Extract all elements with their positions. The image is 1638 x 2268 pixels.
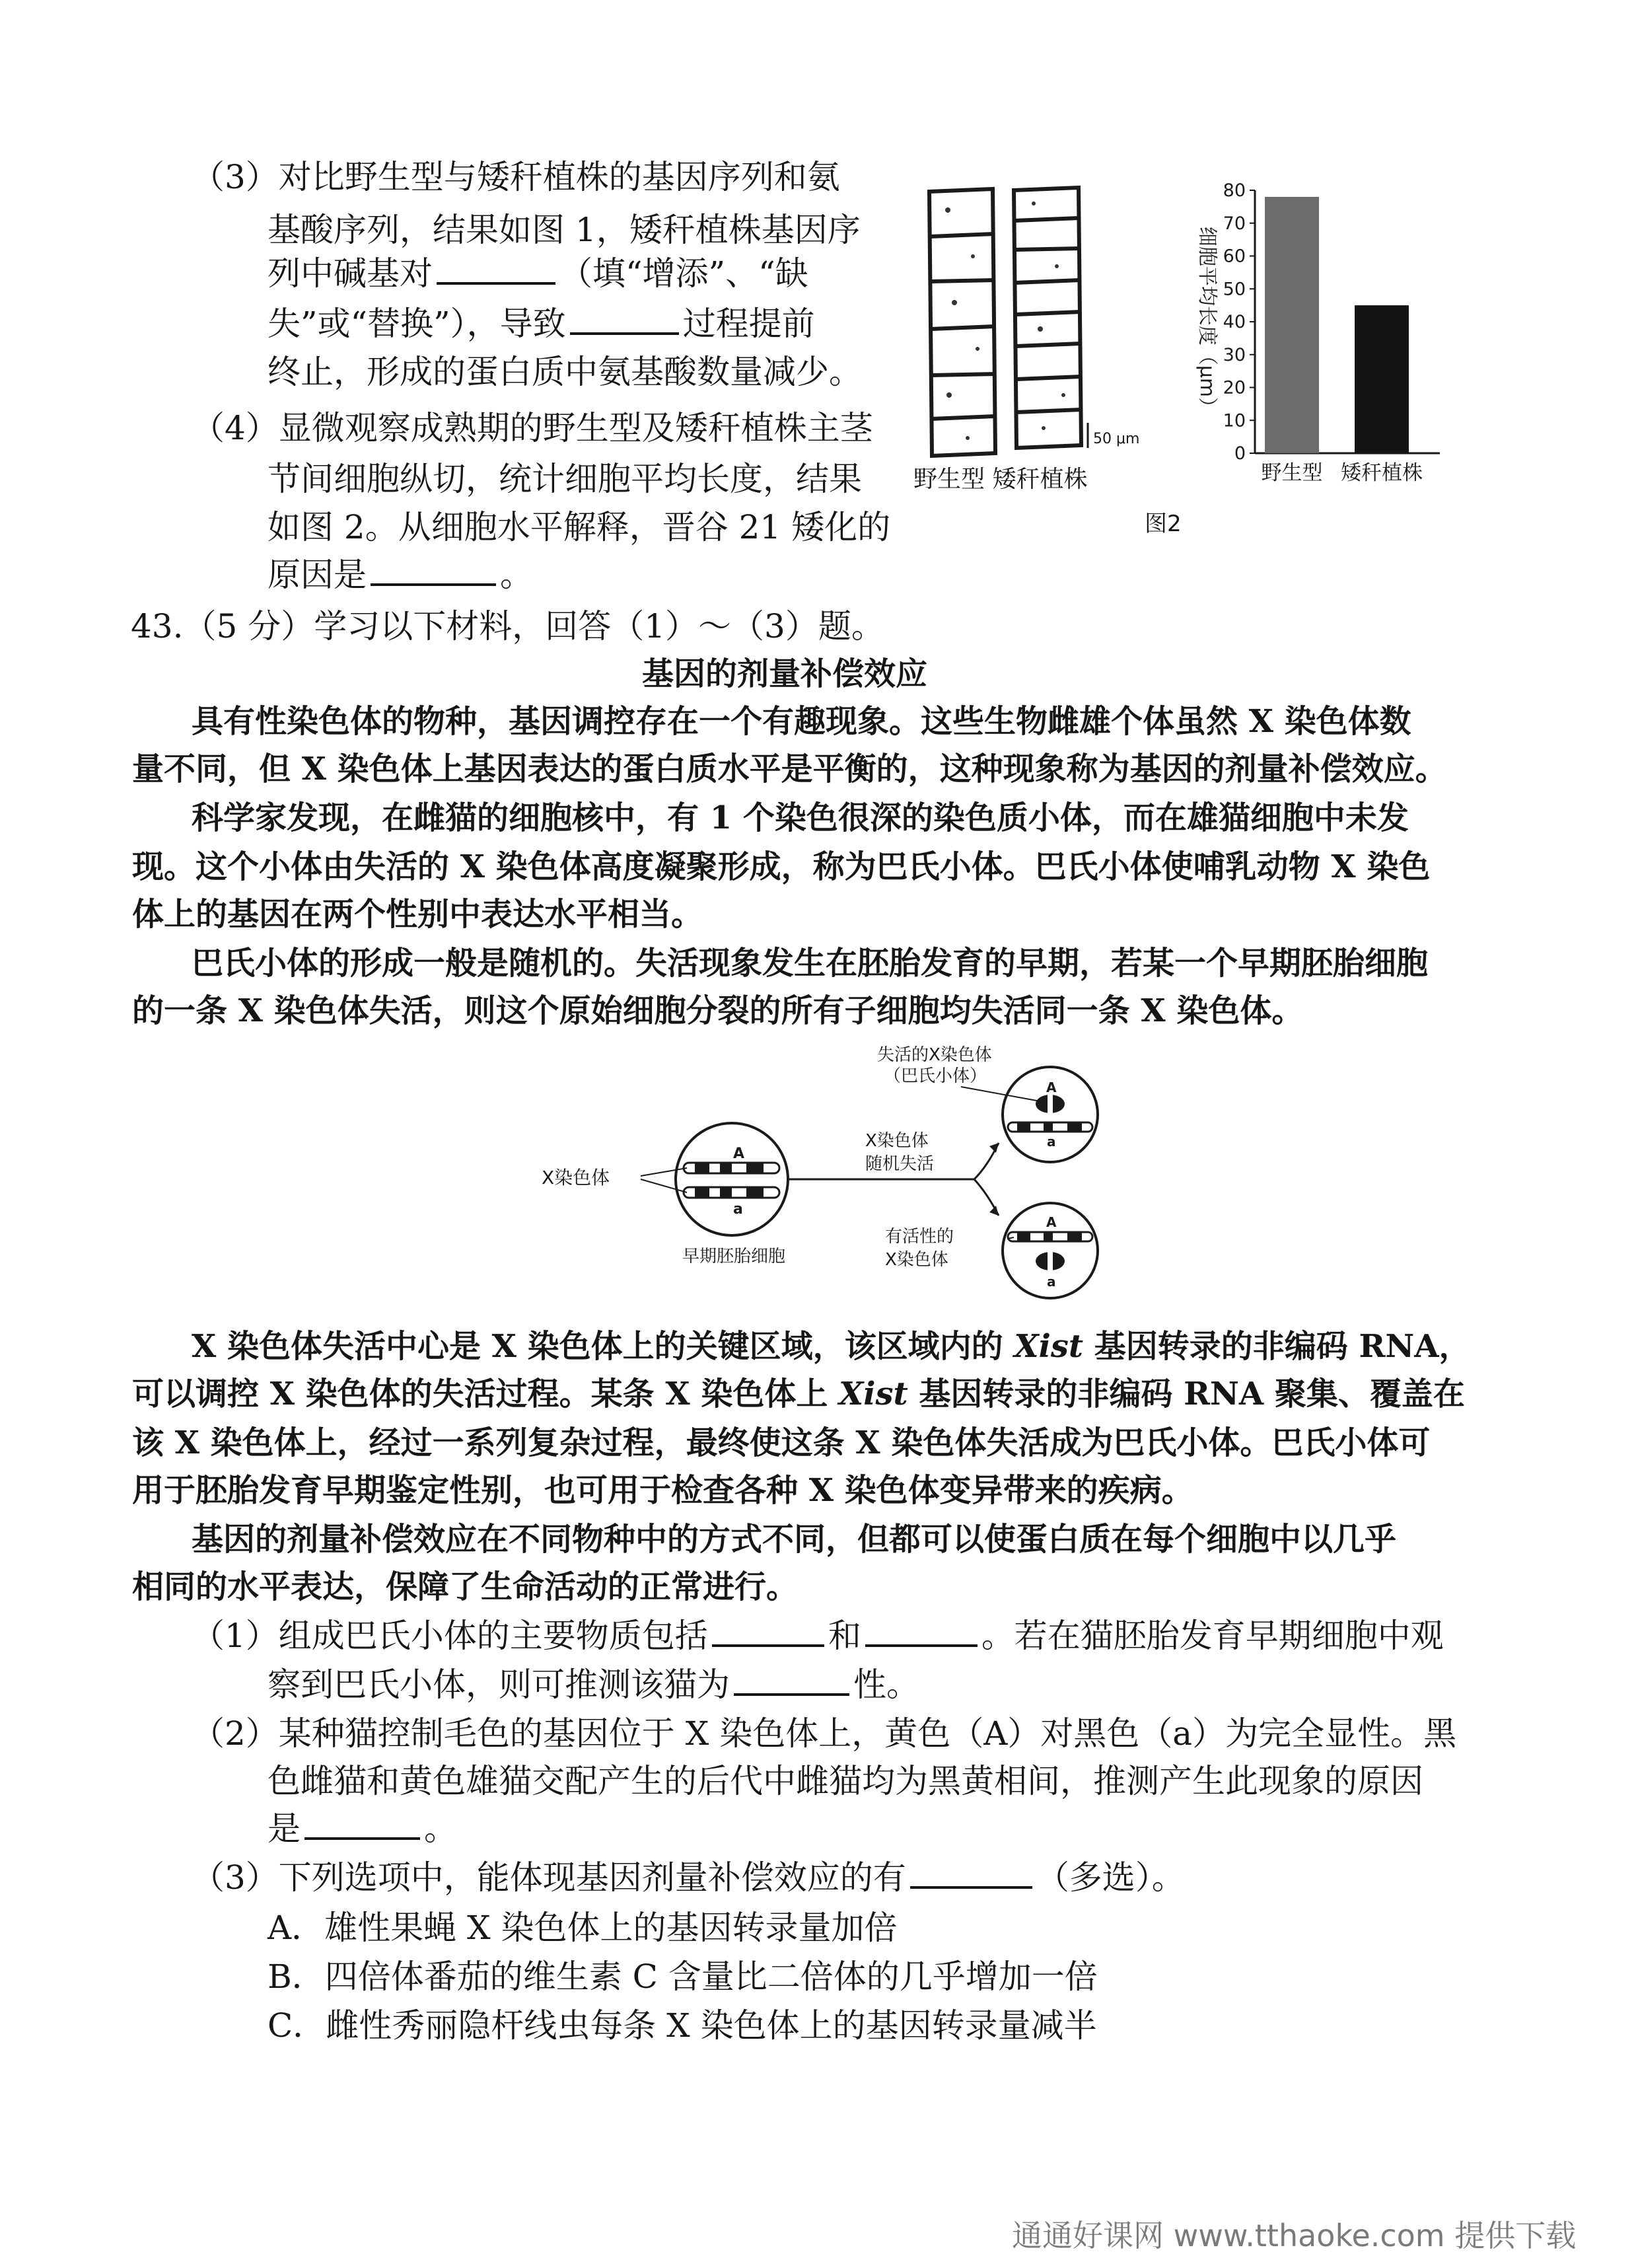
answer-blank[interactable] <box>712 1617 824 1647</box>
x-category-label: 野生型 <box>1261 461 1323 485</box>
q42-4-line1: （4）显微观察成熟期的野生型及矮秆植株主茎 <box>192 409 873 447</box>
q42-3-line3-text: 列中碱基对 <box>267 254 433 293</box>
bar-1 <box>1265 197 1319 453</box>
subq1-text-b: 和 <box>828 1617 861 1655</box>
wild-type-cell-column <box>929 189 995 456</box>
answer-blank[interactable] <box>304 1810 420 1840</box>
para4-line2 <box>132 1374 1465 1414</box>
answer-blank[interactable] <box>910 1858 1032 1889</box>
q42-4-line4 <box>267 555 533 595</box>
allele-a-label: a <box>733 1201 743 1218</box>
y-tick-label: 20 <box>1223 377 1246 398</box>
subq2-line1: （2）某种猫控制毛色的基因位于 X 染色体上，黄色（A）对黑色（a）为完全显性。黑 <box>192 1714 1457 1753</box>
para4-line2-a: 可以调控 X 染色体的失活过程。某条 X 染色体上 <box>132 1375 839 1412</box>
subq1-text-c: 。若在猫胚胎发育早期细胞中观 <box>981 1617 1444 1655</box>
figure-2-caption: 图2 <box>1145 511 1182 537</box>
y-tick-label: 0 <box>1234 443 1246 464</box>
option-a[interactable]: A．雄性果蝇 X 染色体上的基因转录量加倍 <box>267 1909 898 1947</box>
para1-line2: 量不同，但 X 染色体上基因表达的蛋白质水平是平衡的，这种现象称为基因的剂量补偿效应。 <box>132 750 1447 787</box>
micrograph-figure <box>915 184 1159 461</box>
para2-line1: 科学家发现，在雌猫的细胞核中，有 1 个染色很深的染色质小体，而在雄猫细胞中未发 <box>192 799 1409 836</box>
q42-3-line2: 基酸序列，结果如图 1，矮秆植株基因序 <box>267 211 861 249</box>
subq1-text-a: （1）组成巴氏小体的主要物质包括 <box>192 1617 708 1655</box>
para5-line1: 基因的剂量补偿效应在不同物种中的方式不同，但都可以使蛋白质在每个细胞中以几乎 <box>192 1521 1397 1558</box>
q42-4-line4-text: 原因是 <box>267 556 367 594</box>
para3-line2: 的一条 X 染色体失活，则这个原始细胞分裂的所有子细胞均失活同一条 X 染色体。 <box>132 992 1304 1029</box>
subq3-text-a: （3）下列选项中，能体现基因剂量补偿效应的有 <box>192 1858 906 1897</box>
x-category-label: 矮秆植株 <box>1341 461 1423 485</box>
q42-3-line1: （3）对比野生型与矮秆植株的基因序列和氨 <box>192 158 840 196</box>
para4-line4: 用于胚胎发育早期鉴定性别，也可用于检查各种 X 染色体变异带来的疾病。 <box>132 1472 1193 1509</box>
y-tick-label: 70 <box>1223 213 1246 234</box>
subq3-line1 <box>192 1858 1185 1897</box>
barr-body-chromosome <box>1008 1095 1092 1132</box>
para1-line1: 具有性染色体的物种，基因调控存在一个有趣现象。这些生物雌雄个体虽然 X 染色体数 <box>192 703 1411 740</box>
x-inactivation-diagram <box>522 1041 1209 1318</box>
article-title: 基因的剂量补偿效应 <box>642 655 928 692</box>
para2-line3: 体上的基因在两个性别中表达水平相当。 <box>132 896 703 933</box>
y-tick-label: 30 <box>1223 344 1246 365</box>
answer-blank[interactable] <box>865 1617 978 1647</box>
para4-line1 <box>192 1327 1470 1366</box>
para4-line1-c: 基因转录的非编码 RNA， <box>1083 1328 1471 1365</box>
allele-a-label: a <box>1047 1274 1056 1290</box>
random-inactivation-label-1: X染色体 <box>865 1131 929 1151</box>
cell-length-bar-chart <box>1176 170 1453 494</box>
q42-4-line3: 如图 2。从细胞水平解释，晋谷 21 矮化的 <box>267 508 891 546</box>
active-x-label-2: X染色体 <box>885 1250 948 1270</box>
q42-3-line4-tail: 过程提前 <box>682 305 815 343</box>
x-chromosome-pointer <box>641 1179 687 1192</box>
early-embryo-cell <box>676 1123 788 1235</box>
early-embryo-cell-label: 早期胚胎细胞 <box>682 1247 786 1266</box>
bar-2 <box>1355 305 1409 453</box>
xist-gene-name: Xist <box>1014 1328 1084 1365</box>
q42-3-line4 <box>267 304 815 344</box>
y-tick-label: 10 <box>1223 410 1246 431</box>
dwarf-cell-column <box>1014 188 1081 448</box>
micrograph-texture <box>945 201 1065 440</box>
para4-line2-c: 基因转录的非编码 RNA 聚集、覆盖在 <box>908 1375 1465 1412</box>
subq3-text-b: （多选）。 <box>1036 1858 1185 1897</box>
q42-3-line3 <box>267 254 808 293</box>
y-tick-label: 80 <box>1223 180 1246 201</box>
micrograph-caption: 野生型 矮秆植株 <box>913 466 1088 493</box>
y-tick-label: 40 <box>1223 312 1246 332</box>
subq2-text-a: 是 <box>267 1810 301 1848</box>
option-b[interactable]: B．四倍体番茄的维生素 C 含量比二倍体的几乎增加一倍 <box>267 1957 1098 1996</box>
subq1-line1 <box>192 1616 1444 1656</box>
inactive-x-label-2: （巴氏小体） <box>884 1066 987 1086</box>
answer-blank[interactable] <box>437 254 555 285</box>
para3-line1: 巴氏小体的形成一般是随机的。失活现象发生在胚胎发育的早期，若某一个早期胚胎细胞 <box>192 945 1429 982</box>
allele-A-label: A <box>1046 1214 1057 1230</box>
q42-3-line4-text: 失”或“替换”），导致 <box>267 305 566 343</box>
active-x-chromosome <box>1008 1232 1092 1270</box>
subq2-line3 <box>267 1809 457 1848</box>
y-axis-label: 细胞平均长度（μm） <box>1195 226 1219 418</box>
subq2-text-b: 。 <box>424 1810 457 1848</box>
q42-4-line4-tail: 。 <box>500 556 533 594</box>
q42-3-line3-tail: （填“增添”、“缺 <box>559 254 808 293</box>
random-inactivation-label-2: 随机失活 <box>865 1154 935 1174</box>
answer-blank[interactable] <box>371 556 496 586</box>
answer-blank[interactable] <box>734 1665 849 1696</box>
x-chromosome-label: X染色体 <box>542 1167 610 1189</box>
para2-line2: 现。这个小体由失活的 X 染色体高度凝聚形成，称为巴氏小体。巴氏小体使哺乳动物 X 染色 <box>132 848 1431 885</box>
para5-line2: 相同的水平表达，保障了生命活动的正常进行。 <box>132 1568 799 1605</box>
inactive-x-label-1: 失活的X染色体 <box>877 1045 992 1065</box>
barr-body-pointer <box>961 1087 1040 1101</box>
option-c[interactable]: C．雌性秀丽隐杆线虫每条 X 染色体上的基因转录量减半 <box>267 2006 1097 2045</box>
x-chromosome-pair <box>684 1163 779 1198</box>
y-tick-label: 50 <box>1223 279 1246 300</box>
allele-A-label: A <box>733 1146 745 1162</box>
answer-blank[interactable] <box>570 305 679 335</box>
q42-4-line2: 节间细胞纵切，统计细胞平均长度，结果 <box>267 460 862 498</box>
para4-line3: 该 X 染色体上，经过一系列复杂过程，最终使这条 X 染色体失活成为巴氏小体。巴氏小体可 <box>132 1424 1431 1461</box>
y-tick-label: 60 <box>1223 246 1246 267</box>
allele-a-label: a <box>1047 1134 1056 1150</box>
q42-3-line5: 终止，形成的蛋白质中氨基酸数量减少。 <box>267 353 862 391</box>
subq1-text-d: 察到巴氏小体，则可推测该猫为 <box>267 1665 730 1704</box>
question-43-header: 43.（5 分）学习以下材料，回答（1）～（3）题。 <box>131 607 884 645</box>
subq1-line2 <box>267 1665 919 1704</box>
active-x-label-1: 有活性的 <box>885 1227 954 1247</box>
xist-gene-name: Xist <box>839 1375 908 1412</box>
subq1-text-e: 性。 <box>853 1665 919 1704</box>
allele-A-label: A <box>1046 1079 1057 1095</box>
scale-bar-label: 50 μm <box>1093 431 1140 447</box>
para4-line1-a: X 染色体失活中心是 X 染色体上的关键区域，该区域内的 <box>192 1328 1015 1365</box>
x-chromosome-pointer <box>641 1168 687 1176</box>
subq2-line2: 色雌猫和黄色雄猫交配产生的后代中雌猫均为黑黄相间，推测产生此现象的原因 <box>267 1762 1423 1800</box>
footer-watermark: 通通好课网 www.tthaoke.com 提供下载 <box>1012 2218 1577 2253</box>
